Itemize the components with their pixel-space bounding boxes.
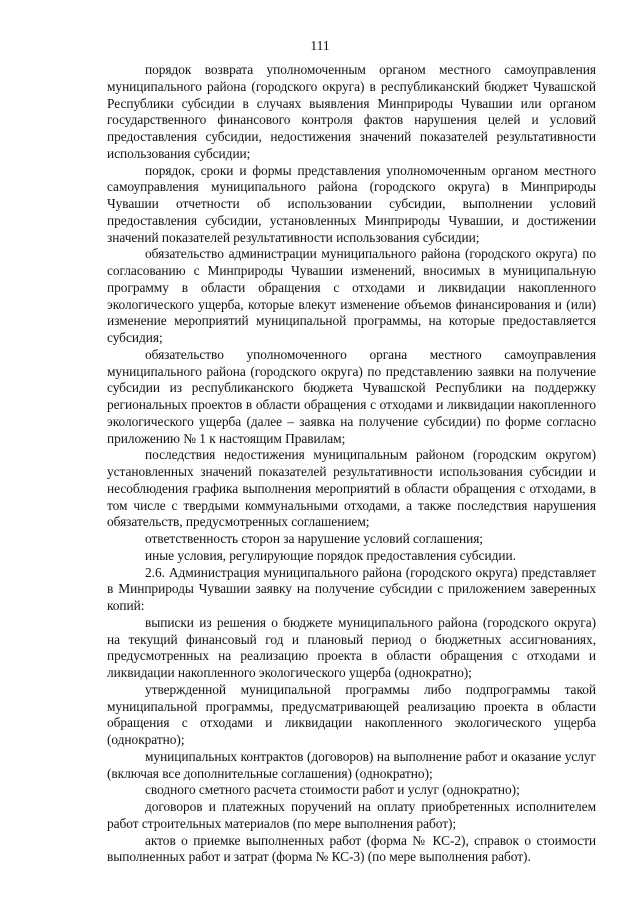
paragraph-parties-liability: ответственность сторон за нарушение условий соглашения; xyxy=(145,531,483,546)
paragraph-municipal-contracts: муниципальных контрактов (договоров) на выполнение работ и оказание услуг (включая все дополнительные соглашения) (однократно); xyxy=(107,748,596,781)
paragraph-nonachievement-consequences: последствия недостижения муниципальным районом (городским округом) установленных значений показателей результативности использования субсидии и несоблюдения графика выполнения мероприятий в области обращения с отходами, в том числе с твердыми коммунальными отходами, а также последствия нарушения обязательств, предусмотренных соглашением; xyxy=(107,447,596,530)
paragraph-acceptance-acts: актов о приемке выполненных работ (форма № КС-2), справок о стоимости выполненных работ и затрат (форма № КС-3) (по мере выполнения работ). xyxy=(107,832,596,865)
paragraph-reporting-procedure: порядок, сроки и формы представления уполномоченным органом местного самоуправления муниципального района (городского округа) в Минприроды Чувашии отчетности об использовании субсидии, выполнении условий предоставления субсидии, установленных Минприроды Чувашии, и достижении значений показателей результативности использования субсидии; xyxy=(107,162,596,245)
document-body xyxy=(107,62,596,866)
paragraph-return-procedure: порядок возврата уполномоченным органом местного самоуправления муниципального района (городского округа) в республиканский бюджет Чувашской Республики субсидии в случаях выявления Минприроды Чувашии или органом государственного финансового контроля фактов нарушения целей и условий предоставления субсидии, недостижения значений показателей результативности использования субсидии; xyxy=(107,62,596,161)
paragraph-clause-2-6: 2.6. Администрация муниципального района (городского округа) представляет в Минприроды Чувашии заявку на получение субсидии с приложением заверенных копий: xyxy=(107,564,596,613)
paragraph-application-obligation: обязательство уполномоченного органа местного самоуправления муниципального района (городского округа) по представлению заявки на получение субсидии из республиканского бюджета Чувашской Республики на поддержку региональных проектов в области обращения с отходами и ликвидации накопленного экологического ущерба (далее – заявка на получение субсидии) по форме согласно приложению № 1 к настоящим Правилам; xyxy=(107,346,596,446)
paragraph-budget-extract: выписки из решения о бюджете муниципального района (городского округа) на текущий финансовый год и плановый период о бюджетных ассигнованиях, предусмотренных на реализацию проекта в области обращения с отходами и ликвидации накопленного экологического ущерба (однократно); xyxy=(107,614,596,680)
paragraph-cost-estimate: сводного сметного расчета стоимости работ и услуг (однократно); xyxy=(145,782,520,798)
paragraph-approved-program: утвержденной муниципальной программы либо подпрограммы такой муниципальной программы, предусматривающей реализацию проекта в области обращения с отходами и ликвидации накопленного экологического ущерба (однократно); xyxy=(107,681,596,747)
paragraph-other-conditions: иные условия, регулирующие порядок предоставления субсидии. xyxy=(145,547,516,563)
paragraph-payment-orders: договоров и платежных поручений на оплату приобретенных исполнителем работ строительных материалов (по мере выполнения работ); xyxy=(107,799,596,831)
page-number: 111 xyxy=(310,38,330,53)
paragraph-program-changes-obligation: обязательство администрации муниципального района (городского округа) по согласованию с Минприроды Чувашии изменений, вносимых в муниципальную программу в области обращения с отходами и ликвидации накопленного экологического ущерба, которые влекут изменение объемов финансирования и (или) изменение мероприятий муниципальной программы, на которые предоставляется субсидия; xyxy=(107,246,596,345)
